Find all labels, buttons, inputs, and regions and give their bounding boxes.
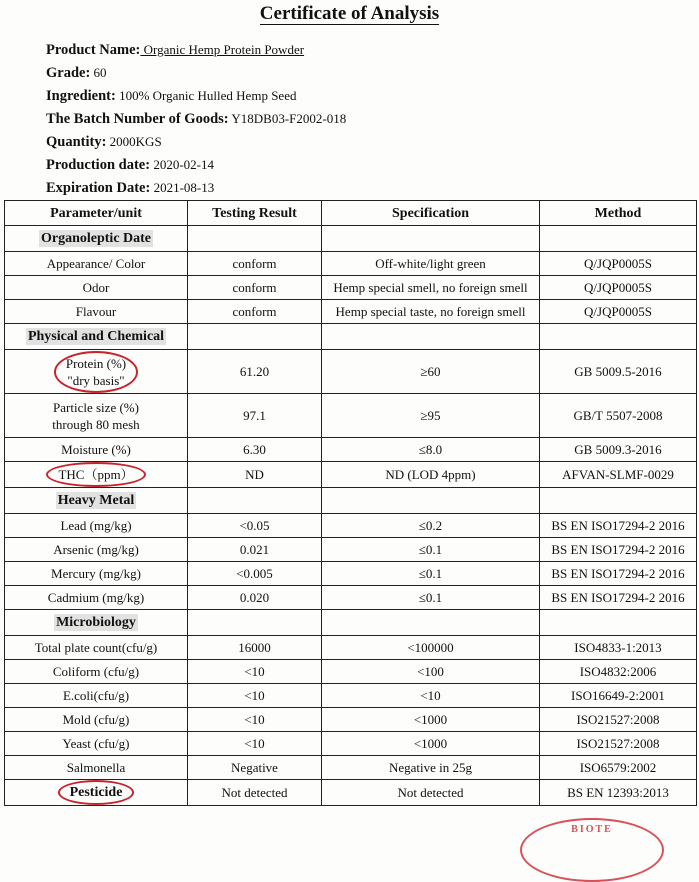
header-parameter: Parameter/unit [5, 201, 188, 226]
meta-value: 100% Organic Hulled Hemp Seed [115, 88, 297, 103]
meta-key: Product Name: [46, 42, 141, 58]
param-cell [5, 562, 188, 586]
parameter-name: Protein (%) [65, 355, 127, 371]
param-cell [5, 538, 188, 562]
parameter-text [35, 640, 158, 655]
parameter-name: Yeast (cfu/g) [62, 736, 130, 751]
parameter-subtext: through 80 mesh [52, 416, 140, 432]
method-cell: AFVAN-SLMF-0029 [540, 462, 697, 488]
result-cell: ND [188, 462, 322, 488]
circled-parameter [54, 351, 138, 393]
method-cell: GB 5009.5-2016 [540, 350, 697, 394]
table-row [5, 756, 697, 780]
empty-cell [540, 324, 697, 350]
param-cell [5, 252, 188, 276]
parameter-text [83, 280, 110, 295]
parameter-text [60, 518, 131, 533]
spec-cell: Negative in 25g [322, 756, 540, 780]
meta-value: 2020-02-14 [150, 157, 214, 172]
method-cell: BS EN 12393:2013 [540, 780, 697, 806]
empty-cell [540, 610, 697, 636]
param-cell [5, 514, 188, 538]
parameter-name: Cadmium (mg/kg) [47, 590, 145, 605]
table-row [5, 514, 697, 538]
parameter-name: Flavour [75, 304, 117, 319]
parameter-name: Particle size (%) [53, 399, 139, 415]
result-cell: 6.30 [188, 438, 322, 462]
method-cell: BS EN ISO17294-2 2016 [540, 514, 697, 538]
parameter-name: Total plate count(cfu/g) [34, 640, 158, 655]
spec-cell: <10 [322, 684, 540, 708]
meta-value: Y18DB03-F2002-018 [228, 111, 347, 126]
method-cell: GB/T 5507-2008 [540, 394, 697, 438]
table-row [5, 300, 697, 324]
meta-key: Quantity: [46, 134, 107, 150]
header-testing-result: Testing Result [188, 201, 322, 226]
result-cell: <0.05 [188, 514, 322, 538]
table-row [5, 684, 697, 708]
method-cell: Q/JQP0005S [540, 300, 697, 324]
meta-line [46, 107, 346, 130]
result-cell: 61.20 [188, 350, 322, 394]
method-cell: ISO4832:2006 [540, 660, 697, 684]
spec-cell: Hemp special smell, no foreign smell [322, 276, 540, 300]
table-row [5, 562, 697, 586]
method-cell: BS EN ISO17294-2 2016 [540, 586, 697, 610]
section-label [5, 488, 188, 514]
empty-cell [322, 226, 540, 252]
param-cell [5, 756, 188, 780]
spec-cell: ≤0.1 [322, 562, 540, 586]
result-cell: Not detected [188, 780, 322, 806]
parameter-name: Salmonella [66, 760, 126, 775]
meta-line [46, 176, 346, 199]
method-cell: ISO4833-1:2013 [540, 636, 697, 660]
parameter-text [61, 442, 131, 457]
empty-cell [322, 324, 540, 350]
parameter-name: E.coli(cfu/g) [62, 688, 130, 703]
empty-cell [540, 226, 697, 252]
table-row [5, 780, 697, 806]
parameter-name: Odor [82, 280, 110, 295]
spec-cell: ≤8.0 [322, 438, 540, 462]
result-cell: conform [188, 252, 322, 276]
meta-value: 60 [90, 65, 107, 80]
empty-cell [188, 226, 322, 252]
circled-parameter [46, 462, 145, 487]
meta-value: Organic Hemp Protein Powder [140, 42, 305, 57]
parameter-text [51, 566, 141, 581]
result-cell: Negative [188, 756, 322, 780]
table-row [5, 732, 697, 756]
meta-line [46, 38, 346, 61]
table-row [5, 586, 697, 610]
parameter-name: Lead (mg/kg) [60, 518, 132, 533]
result-cell: 0.020 [188, 586, 322, 610]
analysis-table [4, 200, 697, 806]
param-cell [5, 660, 188, 684]
param-cell [5, 276, 188, 300]
param-cell [5, 780, 188, 806]
table-row [5, 660, 697, 684]
spec-cell: Not detected [322, 780, 540, 806]
stamp-text: BIOTE [571, 824, 613, 835]
spec-cell: ≥60 [322, 350, 540, 394]
meta-key: Ingredient: [46, 88, 116, 104]
parameter-name: Coliform (cfu/g) [52, 664, 140, 679]
parameter-text [63, 736, 130, 751]
meta-value: 2000KGS [106, 134, 162, 149]
section-title: Microbiology [56, 615, 136, 630]
result-cell: conform [188, 300, 322, 324]
meta-key: Grade: [46, 65, 91, 81]
table-row [5, 636, 697, 660]
result-cell: <10 [188, 708, 322, 732]
parameter-text [48, 590, 144, 605]
parameter-name: Arsenic (mg/kg) [53, 542, 139, 557]
param-cell [5, 732, 188, 756]
meta-line [46, 153, 346, 176]
meta-key: Production date: [46, 157, 151, 173]
empty-cell [188, 488, 322, 514]
parameter-text [63, 688, 129, 703]
param-cell [5, 394, 188, 438]
method-cell: ISO21527:2008 [540, 708, 697, 732]
header-method: Method [540, 201, 697, 226]
section-row [5, 488, 697, 514]
table-row [5, 462, 697, 488]
section-row [5, 610, 697, 636]
parameter-text [53, 542, 139, 557]
meta-key: The Batch Number of Goods: [46, 111, 229, 127]
spec-cell: <1000 [322, 732, 540, 756]
table-row [5, 276, 697, 300]
meta-line [46, 84, 346, 107]
param-cell [5, 636, 188, 660]
parameter-name: THC（ppm） [58, 467, 134, 482]
empty-cell [188, 324, 322, 350]
meta-key: Expiration Date: [46, 180, 151, 196]
result-cell: <10 [188, 660, 322, 684]
result-cell: <10 [188, 684, 322, 708]
parameter-text [76, 304, 116, 319]
result-cell: <10 [188, 732, 322, 756]
empty-cell [188, 610, 322, 636]
circled-parameter [58, 780, 135, 805]
spec-cell: Off-white/light green [322, 252, 540, 276]
spec-cell: ≤0.1 [322, 586, 540, 610]
section-title: Physical and Chemical [27, 329, 165, 344]
param-cell [5, 300, 188, 324]
parameter-text [52, 400, 139, 432]
parameter-name: Mold (cfu/g) [62, 712, 130, 727]
method-cell: GB 5009.3-2016 [540, 438, 697, 462]
parameter-subtext: "dry basis" [67, 372, 125, 388]
section-row [5, 226, 697, 252]
parameter-name: Mercury (mg/kg) [51, 566, 141, 581]
header-specification: Specification [322, 201, 540, 226]
method-cell: ISO6579:2002 [540, 756, 697, 780]
table-row [5, 438, 697, 462]
method-cell: BS EN ISO17294-2 2016 [540, 562, 697, 586]
meta-line [46, 130, 346, 153]
parameter-text [63, 712, 130, 727]
param-cell [5, 462, 188, 488]
spec-cell: ≤0.1 [322, 538, 540, 562]
empty-cell [322, 610, 540, 636]
spec-cell: Hemp special taste, no foreign smell [322, 300, 540, 324]
table-row [5, 350, 697, 394]
company-stamp [520, 818, 664, 882]
table-row [5, 538, 697, 562]
result-cell: 97.1 [188, 394, 322, 438]
section-label [5, 324, 188, 350]
table-row [5, 394, 697, 438]
parameter-name: Appearance/ Color [46, 256, 146, 271]
section-label [5, 610, 188, 636]
method-cell: BS EN ISO17294-2 2016 [540, 538, 697, 562]
table-row [5, 252, 697, 276]
empty-cell [540, 488, 697, 514]
parameter-text [53, 664, 139, 679]
document-title: Certificate of Analysis [259, 3, 440, 24]
spec-cell: <100000 [322, 636, 540, 660]
param-cell [5, 708, 188, 732]
table-header-row [5, 201, 697, 226]
method-cell: ISO21527:2008 [540, 732, 697, 756]
parameter-name: Pesticide [69, 785, 123, 800]
parameter-name: Moisture (%) [61, 442, 131, 457]
parameter-text [47, 256, 146, 271]
param-cell [5, 586, 188, 610]
result-cell: <0.005 [188, 562, 322, 586]
method-cell: ISO16649-2:2001 [540, 684, 697, 708]
spec-cell: ≥95 [322, 394, 540, 438]
method-cell: Q/JQP0005S [540, 276, 697, 300]
section-row [5, 324, 697, 350]
spec-cell: <1000 [322, 708, 540, 732]
method-cell: Q/JQP0005S [540, 252, 697, 276]
result-cell: 16000 [188, 636, 322, 660]
result-cell: conform [188, 276, 322, 300]
section-title: Organoleptic Date [40, 231, 152, 246]
section-label [5, 226, 188, 252]
param-cell [5, 350, 188, 394]
param-cell [5, 684, 188, 708]
section-title: Heavy Metal [57, 493, 135, 508]
spec-cell: ≤0.2 [322, 514, 540, 538]
table-row [5, 708, 697, 732]
spec-cell: <100 [322, 660, 540, 684]
empty-cell [322, 488, 540, 514]
meta-value: 2021-08-13 [150, 180, 215, 195]
spec-cell: ND (LOD 4ppm) [322, 462, 540, 488]
param-cell [5, 438, 188, 462]
product-meta [46, 38, 346, 199]
result-cell: 0.021 [188, 538, 322, 562]
parameter-text [67, 760, 126, 775]
meta-line [46, 61, 346, 84]
